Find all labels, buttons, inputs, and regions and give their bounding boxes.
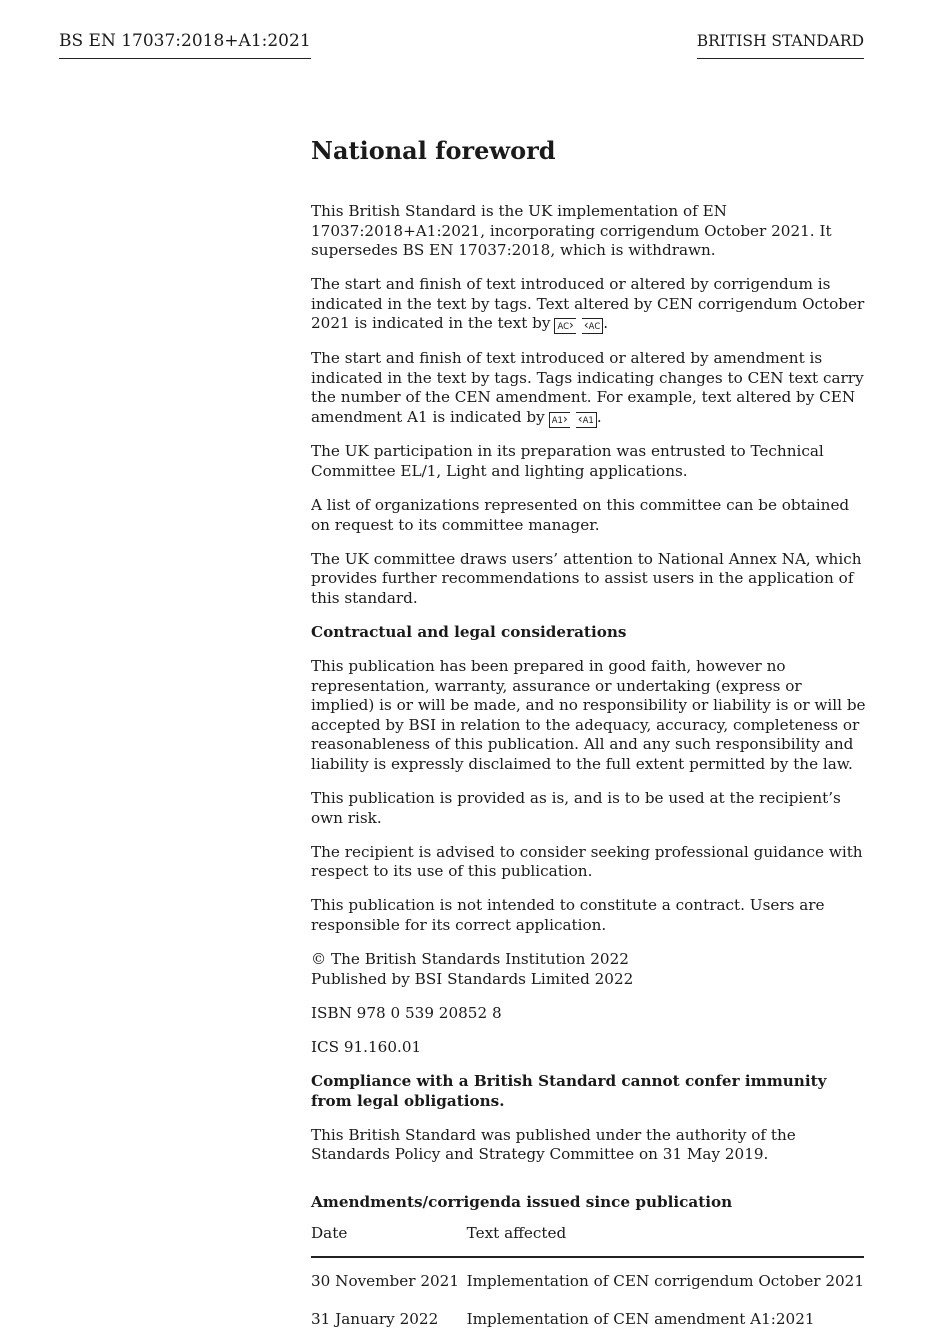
ac-end-tag-icon: ‹ AC: [582, 318, 603, 334]
legal-heading: Contractual and legal considerations: [311, 622, 627, 641]
compliance-statement: Compliance with a British Standard cannot confer immunity from legal obligations.: [311, 1072, 827, 1110]
col-date-header: Date: [311, 1224, 467, 1257]
foreword-body: [311, 136, 867, 1337]
para-amendment-tags: The start and finish of text introduced or altered by amendment is indicated in the text by tags. Tags indicating changes to CEN text carry the number of the CEN amendment. For example, text altered by CEN amendment A1 is indicated by A1 ›‹ A1 .: [311, 349, 867, 428]
para-corrigendum-tags: The start and finish of text introduced or altered by corrigendum is indicated in the text by tags. Text altered by CEN corrigendum October 2021 is indicated in the text by AC ›‹ AC .: [311, 275, 867, 334]
row-text: Implementation of CEN corrigendum October 2021: [466, 1272, 864, 1291]
page-title: National foreword: [311, 136, 556, 165]
a1-end-tag-icon: ‹ A1: [576, 412, 597, 428]
amendments-title: Amendments/corrigenda issued since publication: [311, 1192, 733, 1211]
para-corrigendum-text: The start and finish of text introduced or altered by corrigendum is indicated in the text by tags. Text altered by CEN corrigendum October 2021 is indicated in the text by: [311, 275, 865, 333]
header-british-standard: BRITISH STANDARD: [697, 30, 864, 59]
copyright-block: [311, 950, 867, 989]
table-row: [311, 1300, 864, 1338]
para-national-annex: The UK committee draws users’ attention to National Annex NA, which provides further recommendations to assist users in the application of this standard.: [311, 549, 862, 607]
published-line: Published by BSI Standards Limited 2022: [311, 969, 634, 988]
header-standard-number: BS EN 17037:2018+A1:2021: [59, 30, 311, 59]
para-contract: This publication is not intended to constitute a contract. Users are responsible for its correct application.: [311, 896, 825, 935]
para-authority: This British Standard was published under the authority of the Standards Policy and Strategy Committee on 31 May 2019.: [311, 1125, 796, 1164]
isbn: ISBN 978 0 539 20852 8: [311, 1003, 502, 1022]
para-amendment-text: The start and finish of text introduced or altered by amendment is indicated in the text by tags. Tags indicating changes to CEN text carry the number of the CEN amendment. For example, text altered by CEN amendment A1 is indicated by: [311, 348, 864, 426]
ac-start-tag-icon: AC ›: [554, 318, 575, 334]
para-implementation: This British Standard is the UK implementation of EN 17037:2018+A1:2021, incorporating corrigendum October 2021. It supersedes BS EN 17037:2018, which is withdrawn.: [311, 202, 832, 260]
para-committee: The UK participation in its preparation was entrusted to Technical Committee EL/1, Light and lighting applications.: [311, 442, 824, 480]
para-own-risk: This publication is provided as is, and is to be used at the recipient’s own risk.: [311, 789, 841, 827]
col-text-header: Text affected: [467, 1224, 864, 1257]
amendments-header-row: [311, 1224, 864, 1257]
ics: ICS 91.160.01: [311, 1037, 422, 1056]
a1-start-tag-icon: A1 ›: [549, 412, 570, 428]
row-date: 31 January 2022: [311, 1309, 439, 1328]
copyright-line: © The British Standards Institution 2022: [311, 950, 629, 969]
amendments-table: [311, 1224, 864, 1337]
row-text: Implementation of CEN amendment A1:2021: [466, 1309, 815, 1328]
para-organizations: A list of organizations represented on this committee can be obtained on request to its committee manager.: [311, 495, 850, 534]
table-row: [311, 1257, 864, 1300]
para-guidance: The recipient is advised to consider seeking professional guidance with respect to its use of this publication.: [311, 842, 863, 881]
row-date: 30 November 2021: [311, 1272, 460, 1291]
para-disclaimer: This publication has been prepared in good faith, however no representation, warranty, assurance or undertaking (express or implied) is or will be made, and no responsibility or liability is or will be accepted by BSI in relation to the adequacy, accuracy, completeness or reasonableness of this publication. All and any such responsibility and liability is expressly disclaimed to the full extent permitted by the law.: [311, 657, 866, 773]
